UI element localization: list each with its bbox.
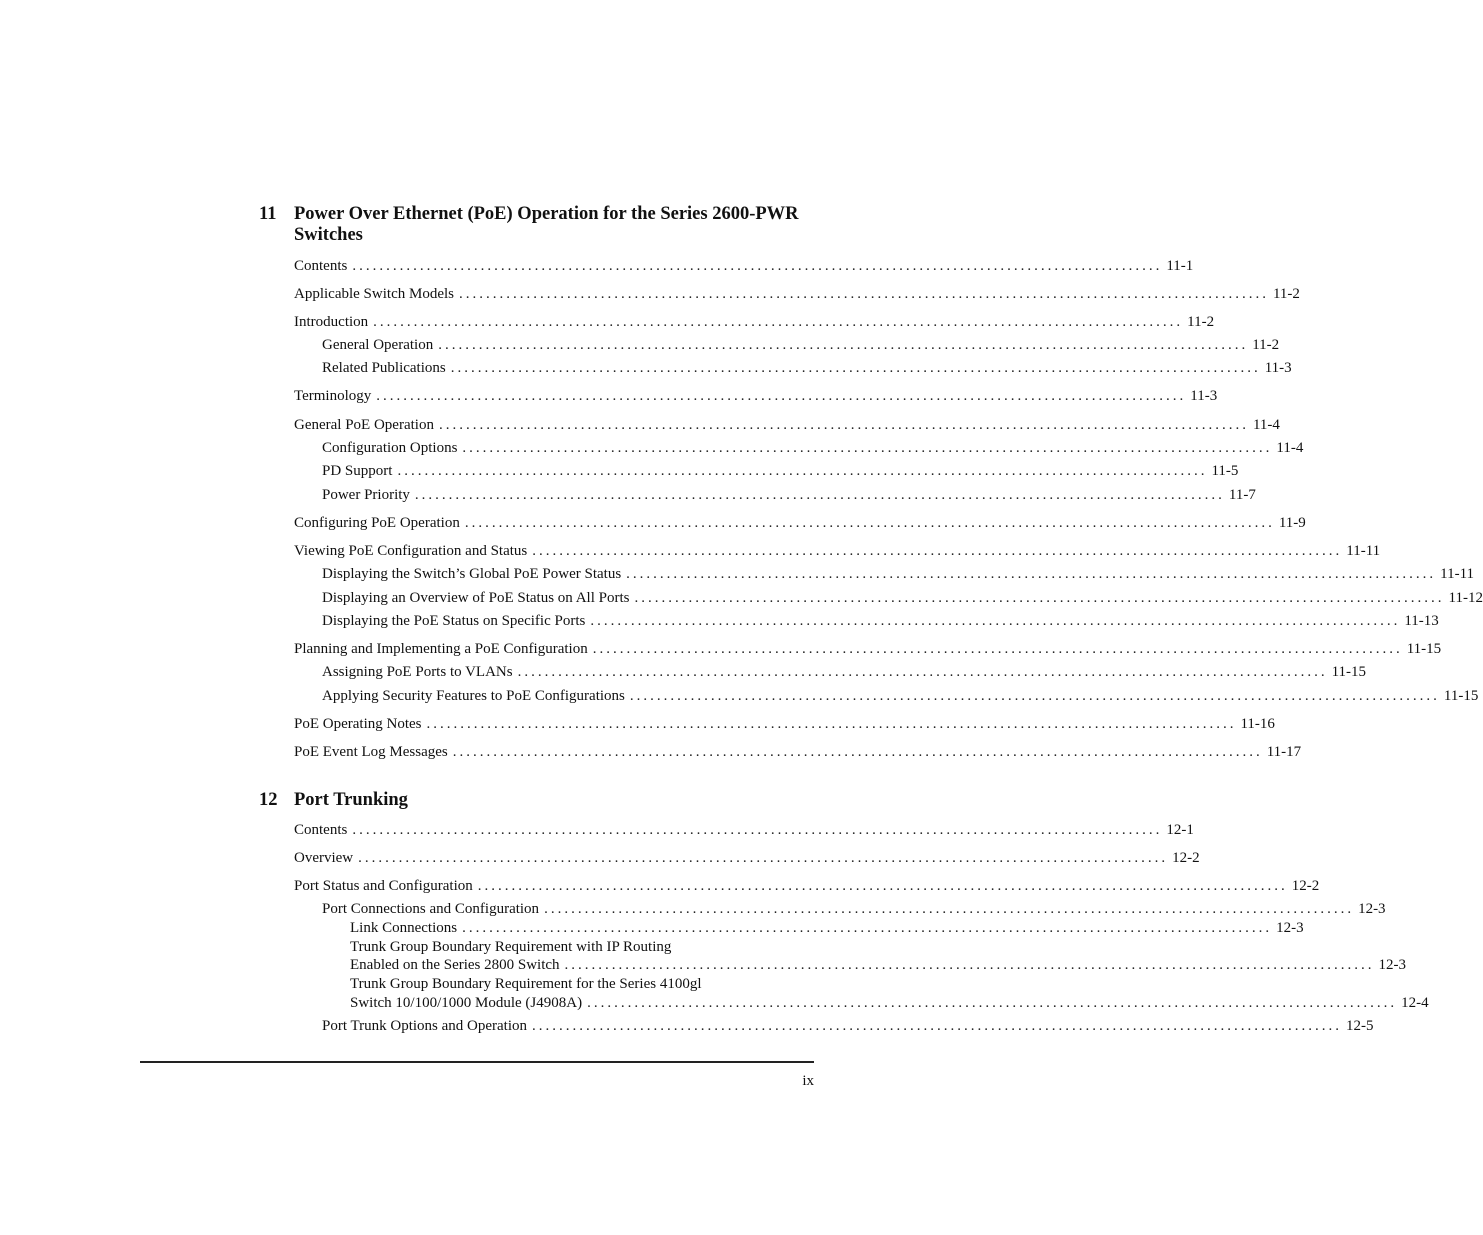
toc-label: Contents — [294, 822, 348, 838]
toc-entry[interactable] — [294, 285, 1300, 303]
toc-page: 12-3 — [1378, 957, 1407, 973]
toc-page: 11-9 — [1278, 515, 1306, 531]
toc-entry[interactable] — [294, 877, 1320, 895]
toc-entry[interactable] — [350, 919, 1304, 937]
toc-page: 11-2 — [1272, 286, 1300, 302]
toc-label: Enabled on the Series 2800 Switch — [350, 957, 560, 973]
toc-label: Terminology — [294, 388, 372, 404]
dot-leader: ........................................................................................................................ — [590, 613, 1401, 629]
toc-label: Applying Security Features to PoE Configurations — [322, 688, 625, 704]
chapter-12-heading — [259, 790, 799, 812]
toc-label: Power Priority — [322, 487, 410, 503]
toc-page: 12-2 — [1291, 878, 1320, 894]
chapter-title: Port Trunking — [294, 790, 408, 810]
toc-entry[interactable] — [322, 359, 1292, 377]
dot-leader: ........................................................................................................................ — [376, 388, 1187, 404]
toc-label: Switch 10/100/1000 Module (J4908A) — [350, 995, 583, 1011]
toc-entry[interactable] — [294, 257, 1194, 275]
toc-label: Overview — [294, 850, 354, 866]
toc-page: 11-15 — [1443, 688, 1479, 704]
dot-leader: ........................................................................................................................ — [426, 716, 1237, 732]
footer-rule — [140, 1061, 814, 1063]
toc-entry[interactable] — [322, 589, 1483, 607]
toc-label: Introduction — [294, 314, 369, 330]
dot-leader: ........................................................................................................................ — [397, 463, 1208, 479]
dot-leader: ........................................................................................................................ — [414, 487, 1225, 503]
toc-entry[interactable] — [294, 387, 1218, 405]
toc-label: Related Publications — [322, 360, 446, 376]
toc-page: 11-5 — [1211, 463, 1239, 479]
toc-label: Applicable Switch Models — [294, 286, 454, 302]
dot-leader: ........................................................................................................................ — [352, 822, 1163, 838]
toc-entry-first-line: Trunk Group Boundary Requirement for the Series 4100gl — [350, 976, 702, 992]
toc-page: 11-2 — [1187, 314, 1215, 330]
toc-entry[interactable] — [294, 743, 1302, 761]
toc-label: Assigning PoE Ports to VLANs — [322, 664, 513, 680]
toc-page: 12-3 — [1276, 920, 1304, 936]
chapter-number: 11 — [259, 204, 277, 224]
toc-label: PoE Operating Notes — [294, 716, 422, 732]
toc-label: Viewing PoE Configuration and Status — [294, 543, 528, 559]
chapter-11-heading — [259, 204, 799, 248]
toc-page: 12-3 — [1358, 901, 1386, 917]
dot-leader: ........................................................................................................................ — [450, 360, 1261, 376]
toc-page: 11-11 — [1346, 543, 1381, 559]
dot-leader: ........................................................................................................................ — [532, 543, 1343, 559]
toc-page: 11-2 — [1252, 337, 1280, 353]
toc-page: 11-7 — [1228, 487, 1256, 503]
toc-label: Contents — [294, 258, 348, 274]
dot-leader: ........................................................................................................................ — [452, 744, 1263, 760]
toc-label: Port Connections and Configuration — [322, 901, 540, 917]
dot-leader: ........................................................................................................................ — [544, 901, 1355, 917]
toc-entry[interactable] — [322, 687, 1479, 705]
toc-label: Configuring PoE Operation — [294, 515, 460, 531]
toc-page: 11-3 — [1190, 388, 1218, 404]
toc-page: 11-4 — [1252, 417, 1280, 433]
toc-label: Link Connections — [350, 920, 458, 936]
toc-label: Displaying the Switch’s Global PoE Power Status — [322, 566, 622, 582]
toc-page: 12-2 — [1172, 850, 1200, 866]
toc-entry[interactable] — [294, 849, 1200, 867]
toc-entry[interactable] — [322, 612, 1439, 630]
dot-leader: ........................................................................................................................ — [462, 440, 1273, 456]
toc-label: Displaying an Overview of PoE Status on All Ports — [322, 590, 630, 606]
chapter-number: 12 — [259, 790, 278, 810]
toc-entry[interactable] — [322, 900, 1386, 918]
dot-leader: ........................................................................................................................ — [358, 850, 1169, 866]
toc-page: 11-4 — [1276, 440, 1304, 456]
dot-leader: ........................................................................................................................ — [592, 641, 1403, 657]
toc-entry[interactable] — [294, 715, 1275, 733]
dot-leader: ........................................................................................................................ — [477, 878, 1288, 894]
toc-label: General PoE Operation — [294, 417, 434, 433]
toc-label: PoE Event Log Messages — [294, 744, 448, 760]
toc-page: 11-17 — [1266, 744, 1302, 760]
chapter-title: Power Over Ethernet (PoE) Operation for the Series 2600-PWR Switches — [294, 204, 799, 245]
toc-page: 11-1 — [1166, 258, 1194, 274]
dot-leader: ........................................................................................................................ — [373, 314, 1184, 330]
toc-page: 12-1 — [1166, 822, 1194, 838]
toc-entry[interactable] — [294, 514, 1306, 532]
toc-label: PD Support — [322, 463, 393, 479]
page-number: ix — [802, 1073, 814, 1089]
toc-entry[interactable] — [322, 486, 1256, 504]
toc-page: 11-3 — [1264, 360, 1292, 376]
dot-leader: ........................................................................................................................ — [352, 258, 1163, 274]
toc-page: 11-15 — [1331, 664, 1367, 680]
toc-entry[interactable] — [350, 994, 1429, 1012]
toc-entry[interactable] — [294, 821, 1194, 839]
toc-page: 11-11 — [1440, 566, 1475, 582]
toc-entry[interactable] — [322, 439, 1304, 457]
toc-entry[interactable] — [322, 462, 1239, 480]
toc-label: Planning and Implementing a PoE Configuration — [294, 641, 588, 657]
toc-page: 11-12 — [1448, 590, 1483, 606]
toc-page: 11-13 — [1404, 613, 1439, 629]
dot-leader: ........................................................................................................................ — [462, 920, 1273, 936]
toc-entry[interactable] — [294, 313, 1215, 331]
toc-entry[interactable] — [294, 640, 1442, 658]
toc-entry[interactable] — [294, 542, 1381, 560]
toc-page: 12-5 — [1346, 1018, 1374, 1034]
dot-leader: ........................................................................................................................ — [587, 995, 1398, 1011]
dot-leader: ........................................................................................................................ — [458, 286, 1269, 302]
toc-page: 12-4 — [1401, 995, 1429, 1011]
toc-label: Port Trunk Options and Operation — [322, 1018, 528, 1034]
dot-leader: ........................................................................................................................ — [532, 1018, 1343, 1034]
dot-leader: ........................................................................................................................ — [438, 337, 1249, 353]
toc-label: Port Status and Configuration — [294, 878, 473, 894]
toc-entry[interactable] — [322, 336, 1280, 354]
dot-leader: ........................................................................................................................ — [626, 566, 1437, 582]
toc-entry[interactable] — [350, 956, 1407, 974]
dot-leader: ........................................................................................................................ — [438, 417, 1249, 433]
dot-leader: ........................................................................................................................ — [564, 957, 1375, 973]
dot-leader: ........................................................................................................................ — [464, 515, 1275, 531]
toc-entry[interactable] — [322, 565, 1475, 583]
dot-leader: ........................................................................................................................ — [517, 664, 1328, 680]
dot-leader: ........................................................................................................................ — [629, 688, 1440, 704]
toc-label: Configuration Options — [322, 440, 458, 456]
dot-leader: ........................................................................................................................ — [634, 590, 1445, 606]
toc-page: 11-15 — [1406, 641, 1442, 657]
toc-entry[interactable] — [322, 663, 1367, 681]
toc-label: Displaying the PoE Status on Specific Ports — [322, 613, 586, 629]
toc-entry[interactable] — [322, 1017, 1374, 1035]
toc-page: 11-16 — [1240, 716, 1275, 732]
toc-entry-first-line: Trunk Group Boundary Requirement with IP Routing — [350, 939, 672, 955]
toc-label: General Operation — [322, 337, 434, 353]
toc-entry[interactable] — [294, 416, 1280, 434]
